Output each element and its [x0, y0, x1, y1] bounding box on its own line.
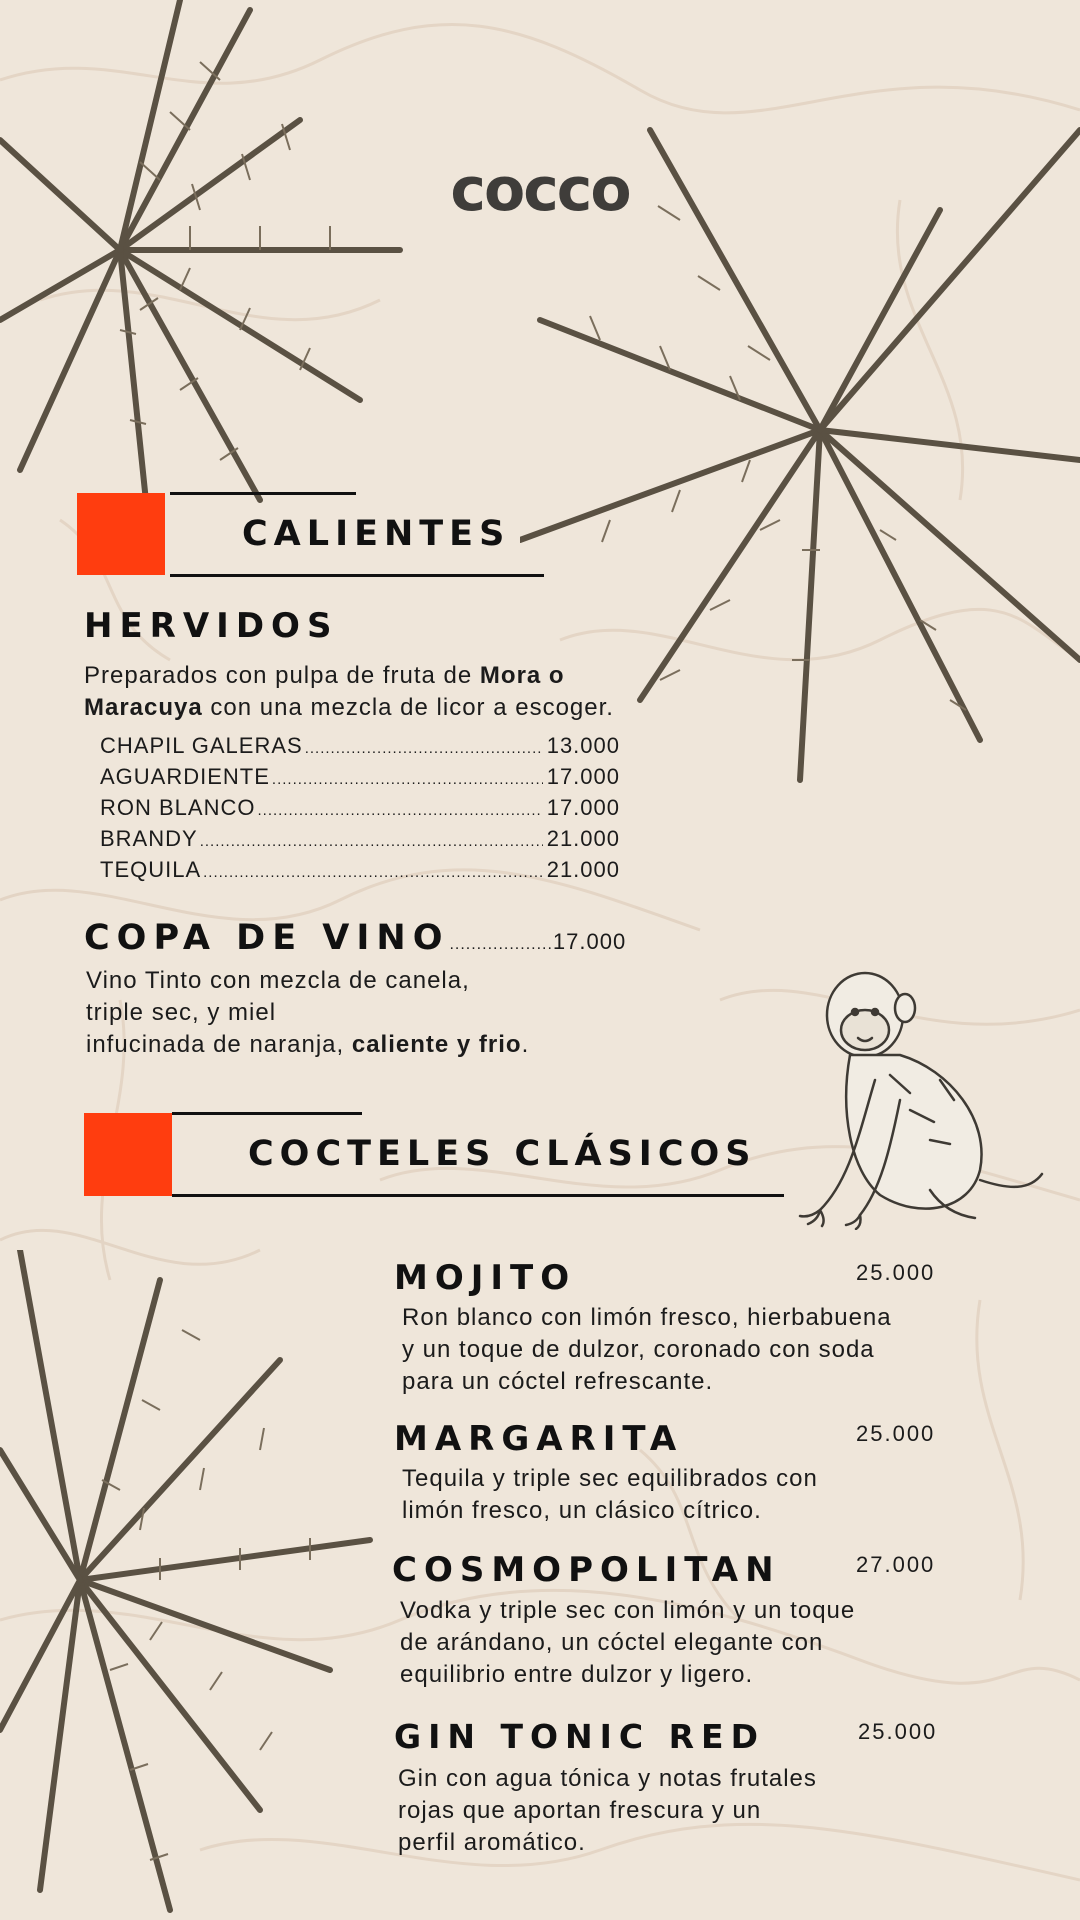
cocktail-description-line: limón fresco, un clásico cítrico. — [402, 1497, 762, 1524]
hervidos-item-name: BRANDY — [100, 826, 198, 851]
cocktail-price: 25.000 — [858, 1719, 938, 1744]
cocktail-description-line: Tequila y triple sec equilibrados con — [402, 1465, 818, 1492]
cocktail-description-line: rojas que aportan frescura y un — [398, 1797, 762, 1824]
cocktail-name: MOJITO — [394, 1258, 577, 1298]
section-accent-block — [77, 493, 165, 575]
cocktail-description-line: Gin con agua tónica y notas frutales — [398, 1765, 817, 1792]
hervidos-item-price: 21.000 — [546, 826, 620, 851]
hervidos-item-name: RON BLANCO — [100, 795, 256, 820]
section-top-rule — [170, 492, 356, 495]
hervidos-item — [100, 733, 620, 764]
hervidos-item — [100, 857, 620, 888]
dot-leader — [203, 864, 543, 881]
palm-leaves-icon — [0, 1250, 380, 1920]
cocktail-name: GIN TONIC RED — [394, 1717, 765, 1756]
section-title-cocteles: COCTELES CLÁSICOS — [248, 1134, 757, 1174]
cocktail-price: 27.000 — [856, 1552, 936, 1577]
cocktail-description-line: Ron blanco con limón fresco, hierbabuena — [402, 1304, 892, 1331]
cocktail-price: 25.000 — [856, 1421, 936, 1446]
monkey-icon — [780, 960, 1045, 1230]
cocktail-description-line: perfil aromático. — [398, 1829, 586, 1856]
hervidos-item-price: 21.000 — [546, 857, 620, 882]
cocktail-price: 25.000 — [856, 1260, 936, 1285]
palm-leaves-icon — [0, 0, 420, 560]
hervidos-price-list — [100, 733, 620, 888]
hervidos-heading: HERVIDOS — [84, 606, 339, 646]
cocktail-description-line: equilibrio entre dulzor y ligero. — [400, 1661, 754, 1688]
cocktail-description — [402, 1302, 1002, 1398]
hervidos-item-name: CHAPIL GALERAS — [100, 733, 303, 758]
hervidos-item-price: 17.000 — [546, 764, 620, 789]
cocktail-description-line: para un cóctel refrescante. — [402, 1368, 714, 1395]
copa-de-vino-description: Vino Tinto con mezcla de canela, triple sec, y miel infucinada de naranja, caliente y frio. — [86, 967, 530, 1058]
copa-de-vino-price: 17.000 — [552, 929, 627, 954]
cocktail-name: MARGARITA — [394, 1419, 684, 1459]
brand-logo: cocco — [450, 155, 630, 225]
dot-leader — [200, 833, 543, 850]
dot-leader — [305, 740, 543, 757]
hervidos-description: Preparados con pulpa de fruta de Mora o Maracuya con una mezcla de licor a escoger. — [84, 662, 614, 721]
section-bottom-rule — [172, 1194, 784, 1197]
section-bottom-rule — [170, 574, 544, 577]
cocktail-name: COSMOPOLITAN — [392, 1550, 781, 1590]
hervidos-item-price: 17.000 — [546, 795, 620, 820]
section-accent-block — [84, 1113, 172, 1196]
section-top-rule — [172, 1112, 362, 1115]
cocktail-description — [400, 1595, 1000, 1691]
hervidos-item — [100, 795, 620, 826]
copa-de-vino-leader: ................... — [449, 936, 553, 953]
section-title-calientes: CALIENTES — [242, 514, 511, 554]
hervidos-item-price: 13.000 — [546, 733, 620, 758]
cocktail-description-line: de arándano, un cóctel elegante con — [400, 1629, 824, 1656]
cocktail-description — [398, 1763, 998, 1859]
dot-leader — [257, 802, 542, 819]
hervidos-item-name: AGUARDIENTE — [100, 764, 270, 789]
cocktail-description-line: Vodka y triple sec con limón y un toque — [400, 1597, 856, 1624]
cocktail-description — [402, 1463, 1002, 1527]
copa-de-vino-heading: COPA DE VINO — [84, 918, 450, 958]
copa-de-vino-row — [84, 918, 627, 958]
dot-leader — [272, 771, 543, 788]
hervidos-item — [100, 764, 620, 795]
hervidos-item — [100, 826, 620, 857]
hervidos-item-name: TEQUILA — [100, 857, 202, 882]
cocktail-description-line: y un toque de dulzor, coronado con soda — [402, 1336, 875, 1363]
